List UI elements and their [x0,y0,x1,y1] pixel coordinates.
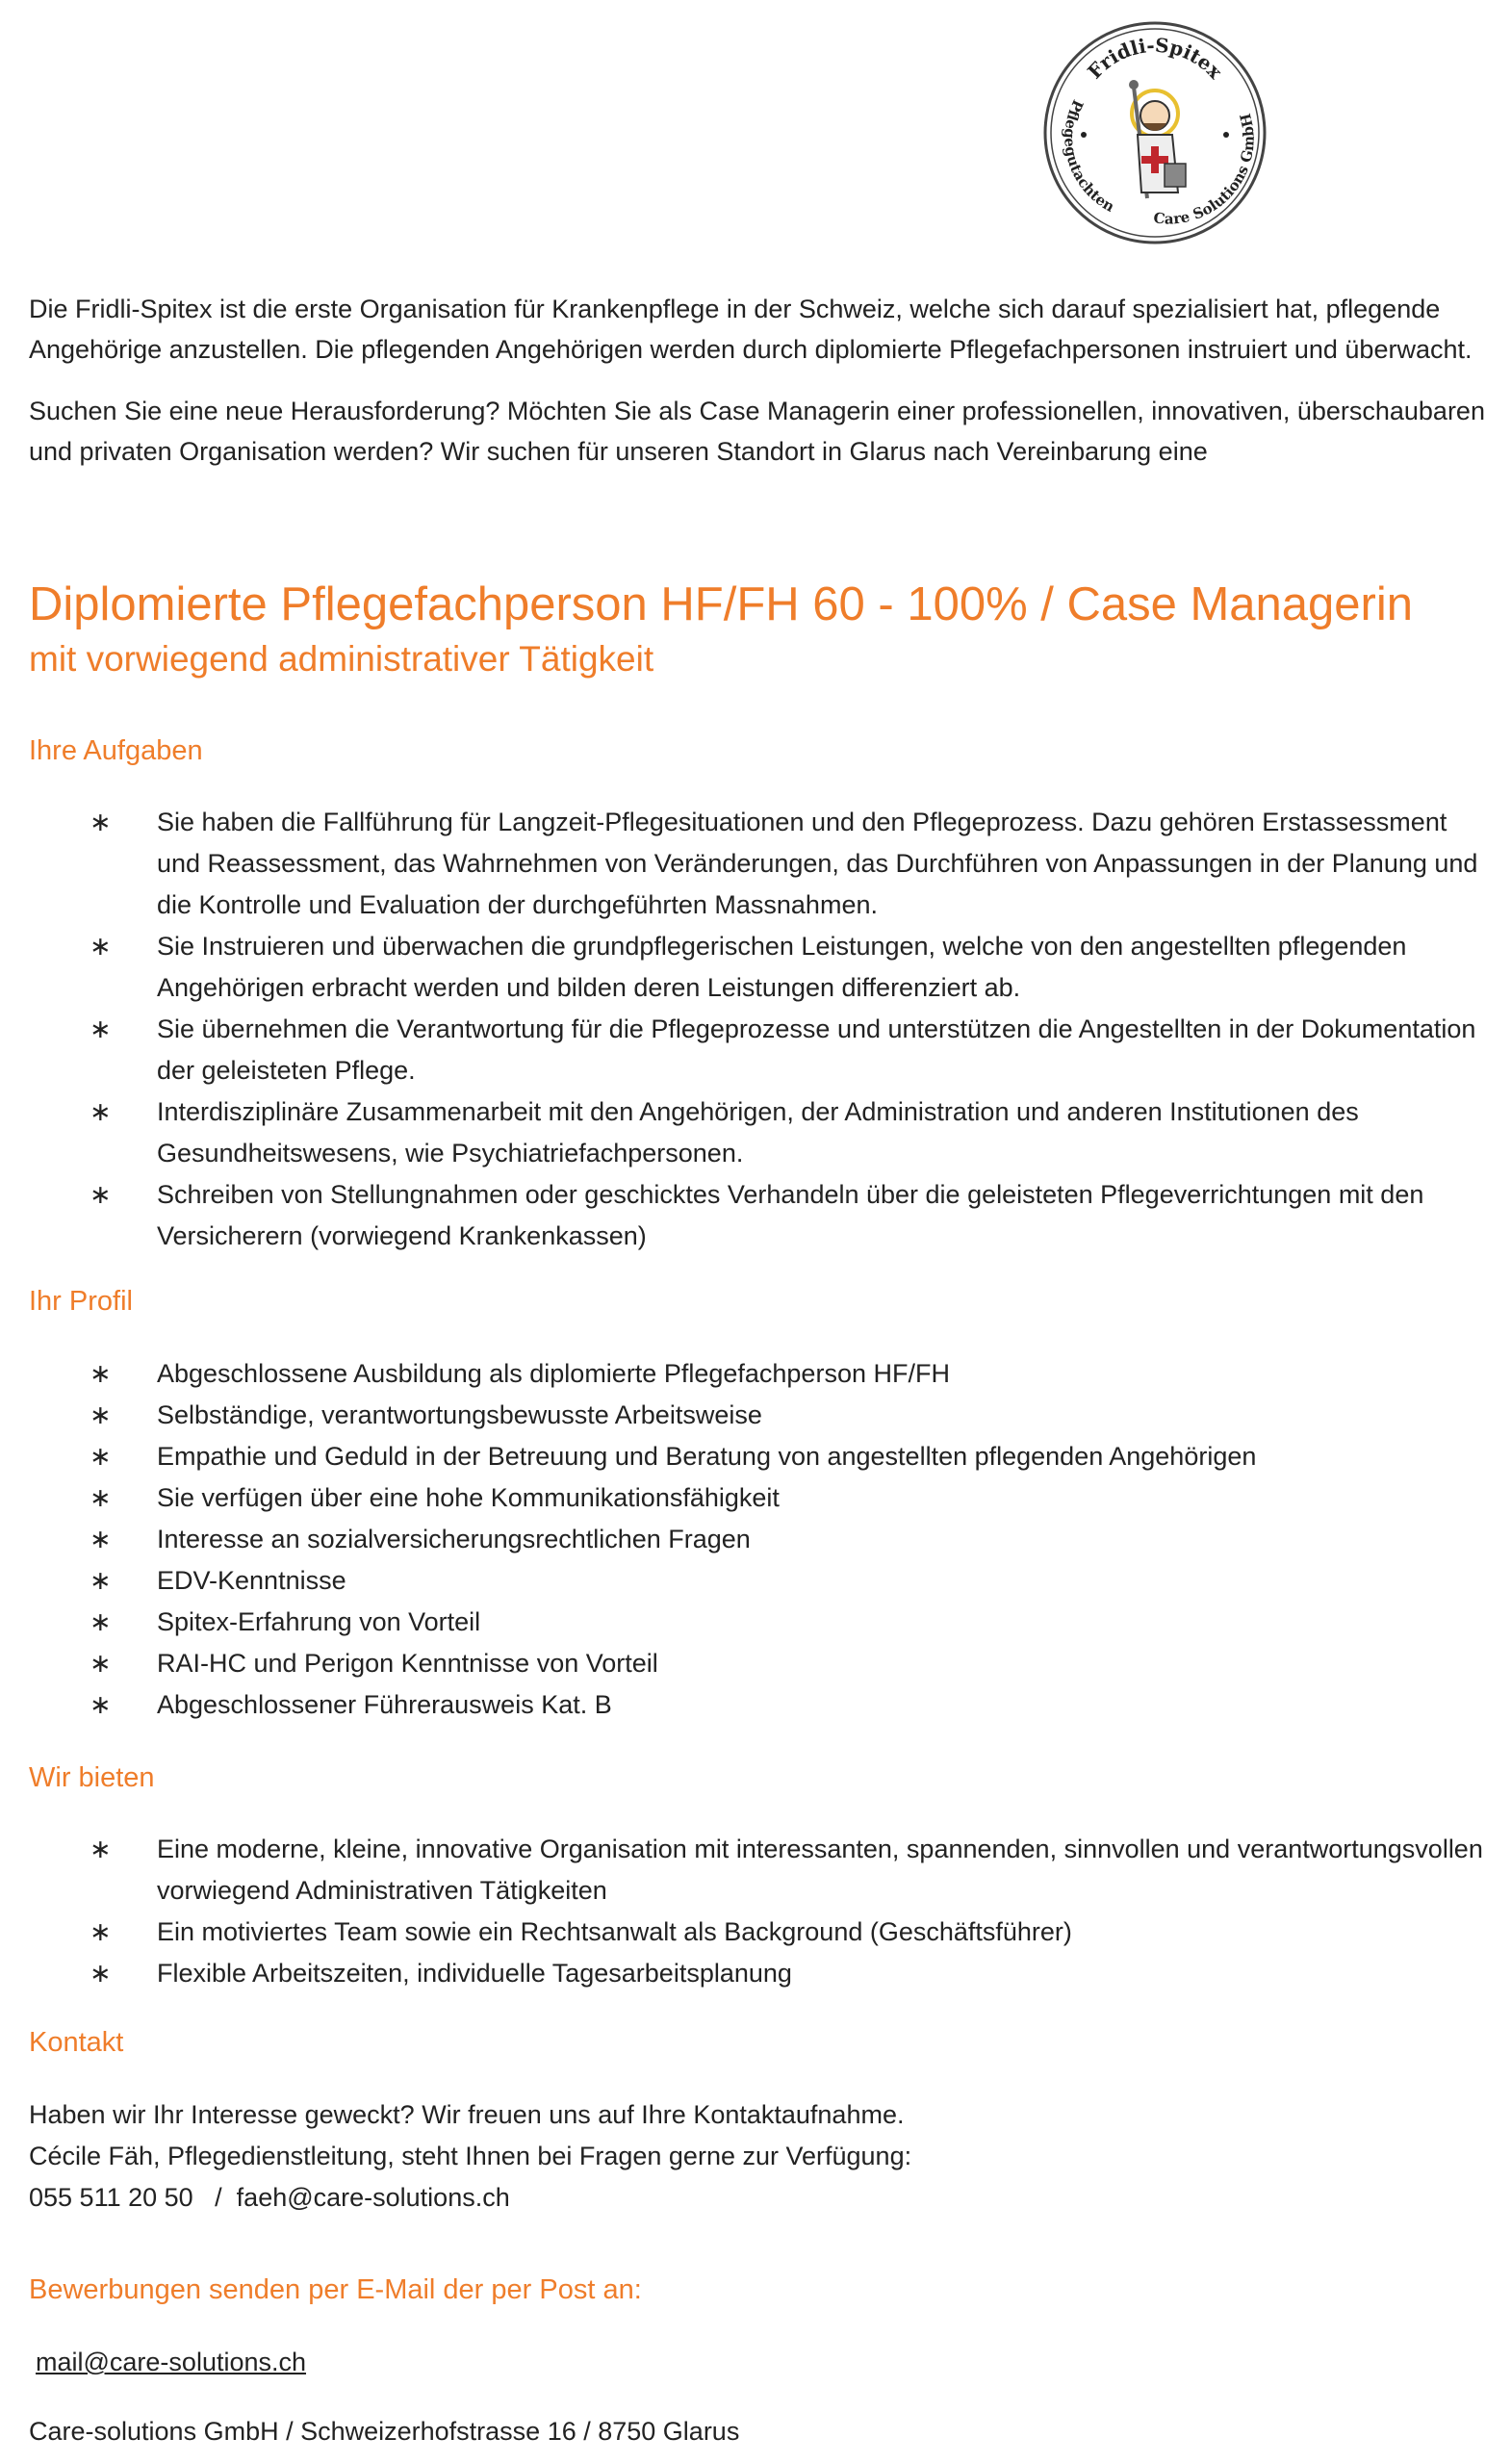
section-heading-bewerbung: Bewerbungen senden per E-Mail der per Post an: [29,2274,642,2305]
bieten-list [0,1829,1511,1994]
kontakt-line: Haben wir Ihr Interesse geweckt? Wir freuen uns auf Ihre Kontaktaufnahme. [29,2100,905,2129]
intro-text [29,289,1492,493]
bullet-icon: ∗ [90,1835,112,1863]
bullet-icon: ∗ [90,1097,112,1126]
bullet-icon: ∗ [90,1566,112,1595]
list-item: ∗ Interesse an sozialversicherungsrechtlichen Fragen [0,1519,1485,1560]
bullet-icon: ∗ [90,1400,112,1429]
bullet-icon: ∗ [90,932,112,961]
kontakt-line: Cécile Fäh, Pflegedienstleitung, steht Ihnen bei Fragen gerne zur Verfügung: [29,2142,912,2170]
bullet-icon: ∗ [90,1483,112,1512]
kontakt-phone-email: 055 511 20 50 / faeh@care-solutions.ch [29,2183,510,2212]
list-item: ∗ RAI-HC und Perigon Kenntnisse von Vorteil [0,1643,1485,1684]
bullet-icon: ∗ [90,1690,112,1719]
logo-top-text: Fridli-Spitex [1083,33,1227,84]
list-item: ∗ Empathie und Geduld in der Betreuung und Beratung von angestellten pflegenden Angehörigen [0,1436,1485,1477]
section-heading-kontakt: Kontakt [29,2027,124,2058]
bullet-icon: ∗ [90,1959,112,1988]
intro-paragraph: Suchen Sie eine neue Herausforderung? Möchten Sie als Case Managerin einer professionellen, innovativen, überschaubaren und privaten Organisation werden? Wir suchen für unseren Standort in Glarus nach Vereinbarung eine [29,397,1485,466]
bullet-icon: ∗ [90,1607,112,1636]
list-item: ∗ Abgeschlossene Ausbildung als diplomierte Pflegefachperson HF/FH [0,1353,1485,1395]
bullet-icon: ∗ [90,1014,112,1043]
email-link-wrapper [36,2342,306,2383]
section-heading-profil: Ihr Profil [29,1286,133,1317]
company-logo [1041,19,1268,246]
logo-left-text: Pflegegutachten [1061,96,1118,216]
application-email-link[interactable]: mail@care-solutions.ch [36,2348,307,2376]
logo-seal-icon [1041,19,1268,246]
company-address: Care-solutions GmbH / Schweizerhofstrasse 16 / 8750 Glarus [29,2417,740,2446]
list-item: ∗ Sie verfügen über eine hohe Kommunikationsfähigkeit [0,1477,1485,1519]
list-item: ∗ Spitex-Erfahrung von Vorteil [0,1602,1485,1643]
list-item: ∗ Eine moderne, kleine, innovative Organisation mit interessanten, spannenden, sinnvollen und verantwortungsvollen vorwiegend Administrativen Tätigkeiten [0,1829,1485,1912]
intro-paragraph: Die Fridli-Spitex ist die erste Organisation für Krankenpflege in der Schweiz, welche sich darauf spezialisiert hat, pflegende Angehörige anzustellen. Die pflegenden Angehörigen werden durch diplomierte Pflegefachpersonen instruiert und überwacht. [29,295,1473,364]
job-title: Diplomierte Pflegefachperson HF/FH 60 - 100% / Case Managerin [29,578,1414,630]
bullet-icon: ∗ [90,1442,112,1471]
list-item: ∗ Schreiben von Stellungnahmen oder geschicktes Verhandeln über die geleisteten Pflegeverrichtungen mit den Versicherern (vorwiegend Krankenkassen) [0,1174,1485,1257]
list-item: ∗ Interdisziplinäre Zusammenarbeit mit den Angehörigen, der Administration und anderen Institutionen des Gesundheitswesens, wie Psychiatriefachpersonen. [0,1091,1485,1174]
bullet-icon: ∗ [90,1525,112,1553]
list-item: ∗ Sie übernehmen die Verantwortung für die Pflegeprozesse und unterstützen die Angestellten in der Dokumentation der geleisteten Pflege. [0,1009,1485,1091]
section-heading-aufgaben: Ihre Aufgaben [29,735,203,766]
profil-list [0,1353,1511,1726]
list-item: ∗ Flexible Arbeitszeiten, individuelle Tagesarbeitsplanung [0,1953,1485,1994]
list-item: ∗ Ein motiviertes Team sowie ein Rechtsanwalt als Background (Geschäftsführer) [0,1912,1485,1953]
list-item: ∗ Sie Instruieren und überwachen die grundpflegerischen Leistungen, welche von den angestellten pflegenden Angehörigen erbracht werden und bilden deren Leistungen differenziert ab. [0,926,1485,1009]
list-item: ∗ Sie haben die Fallführung für Langzeit-Pflegesituationen und den Pflegeprozess. Dazu gehören Erstassessment und Reassessment, das Wahrnehmen von Veränderungen, das Durchführen von Anpassungen in der Planung und die Kontrolle und Evaluation der durchgeführten Massnahmen. [0,802,1485,926]
aufgaben-list [0,802,1511,1257]
logo-right-text: Care Solutions GmbH [1152,111,1258,228]
section-heading-bieten: Wir bieten [29,1762,155,1793]
bullet-icon: ∗ [90,808,112,836]
bullet-icon: ∗ [90,1180,112,1209]
list-item: ∗ Selbständige, verantwortungsbewusste Arbeitsweise [0,1395,1485,1436]
bullet-icon: ∗ [90,1359,112,1388]
bullet-icon: ∗ [90,1917,112,1946]
list-item: ∗ EDV-Kenntnisse [0,1560,1485,1602]
list-item: ∗ Abgeschlossener Führerausweis Kat. B [0,1684,1485,1726]
job-subtitle: mit vorwiegend administrativer Tätigkeit [29,639,654,679]
bullet-icon: ∗ [90,1649,112,1678]
